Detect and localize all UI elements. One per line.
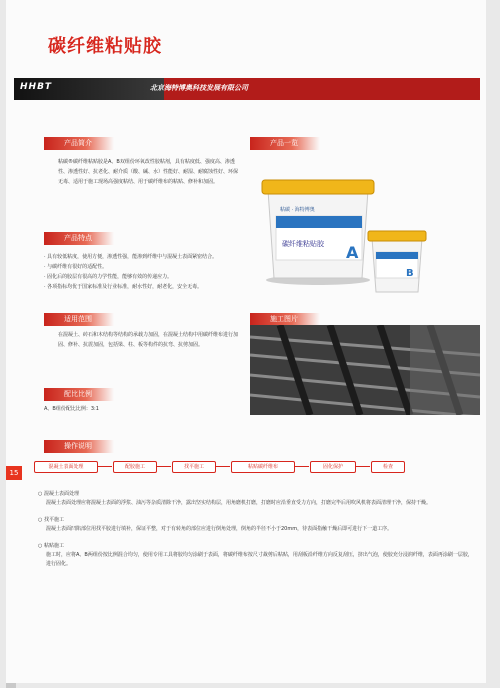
brand-code: HHBT bbox=[20, 82, 53, 92]
flow-step: 找平施工 bbox=[172, 461, 216, 473]
bucket-b-image bbox=[366, 228, 428, 296]
flow-arrow bbox=[356, 466, 370, 467]
page-number: 15 bbox=[6, 466, 22, 480]
bucket-a-label: 碳纤维粘贴胶 bbox=[282, 240, 324, 248]
page-title: 碳纤维粘贴胶 bbox=[48, 36, 162, 57]
bucket-a-brand: 粘碳 · 海特博奥 bbox=[280, 207, 315, 213]
instruction-subheading: ○ 混凝土表面处理 bbox=[38, 491, 79, 497]
scope-text: 在混凝土、砖石和木结构等结构的承载力加固，在混凝土结构中用碳纤维布进行加固、修补、抗震加固，包括梁、柱、板等构件的抗弯、抗剪加固。 bbox=[58, 332, 239, 348]
bucket-a-letter: A bbox=[346, 243, 359, 262]
flow-arrow bbox=[98, 466, 112, 467]
section-heading-products: 产品一览 bbox=[250, 137, 320, 150]
flow-step: 混凝土表面处理 bbox=[34, 461, 98, 473]
section-heading-features: 产品特点 bbox=[44, 232, 114, 245]
features-list bbox=[44, 252, 248, 292]
flow-step: 配胶施工 bbox=[113, 461, 157, 473]
feature-item: · 具有较低粘度，使用方便，渗透性强，能渗到纤维中与混凝土表面紧密结合。 bbox=[44, 254, 218, 260]
feature-item: · 各项指标均优于国家标准及行业标准，耐水性好，耐老化，安全无毒。 bbox=[44, 284, 203, 290]
section-heading-scope: 适用范围 bbox=[44, 313, 114, 326]
flow-step: 检查 bbox=[371, 461, 405, 473]
mix-ratio-text: A、B组份配比比例：3:1 bbox=[44, 406, 99, 412]
instructions-block bbox=[38, 490, 474, 569]
bucket-b-letter: B bbox=[406, 268, 414, 279]
section-heading-intro: 产品简介 bbox=[44, 137, 114, 150]
instruction-paragraph: 施工时，应将A、B两组份按比例混合均匀，使用专用工具将胶均匀涂刷于表面，将碳纤维布按尺寸裁剪后粘贴，用刮板沿纤维方向反复刮压，挤出气泡，使胶充分浸润纤维，表面再涂刷一层胶，进行固化。 bbox=[46, 552, 473, 567]
bucket-a-image bbox=[258, 176, 378, 286]
construction-photo bbox=[250, 325, 480, 415]
section-heading-process: 操作说明 bbox=[44, 440, 114, 453]
instruction-paragraph: 混凝土表面处理应将混凝土表面的浮浆、油污等杂质清除干净，露出坚实结构层，用角磨机打磨，打磨时应沿垂直受力方向，打磨完毕后用吹风机将表面清理干净，保持干燥。 bbox=[46, 500, 432, 506]
feature-item: · 固化后的胶层有很高的力学性能，能够有效的传递应力。 bbox=[44, 274, 173, 280]
instruction-subheading: ○ 粘贴施工 bbox=[38, 543, 64, 549]
flow-arrow bbox=[157, 466, 171, 467]
flow-step: 粘贴碳纤维布 bbox=[231, 461, 295, 473]
feature-item: · 与碳纤维有很好的适配性。 bbox=[44, 264, 108, 270]
company-name: 北京海特博奥科技发展有限公司 bbox=[150, 84, 248, 92]
section-heading-mix: 配比比例 bbox=[44, 388, 114, 401]
flow-arrow bbox=[216, 466, 230, 467]
intro-text: 粘碳®碳纤维粘贴胶是A、B双组份环氧改性胶粘剂，具有粘度低、强度高、渗透性、渗透性好、抗老化、耐介质（酸、碱、水）性能好、耐湿、耐腐蚀性好、环保无毒、适用于施工现场高强度粘结、用于碳纤维布的粘贴、修补和加固。 bbox=[58, 159, 239, 185]
flow-arrow bbox=[295, 466, 309, 467]
instruction-paragraph: 混凝土表面凹陷部位用找平胶进行填补，保证平整，对于有转角的部位应进行倒角处理，倒角的半径不小于20mm，待表面指触干燥后即可进行下一道工序。 bbox=[46, 526, 393, 532]
section-heading-site-photo: 施工图片 bbox=[250, 313, 320, 326]
instruction-subheading: ○ 找平施工 bbox=[38, 517, 64, 523]
flow-step: 固化保护 bbox=[310, 461, 356, 473]
